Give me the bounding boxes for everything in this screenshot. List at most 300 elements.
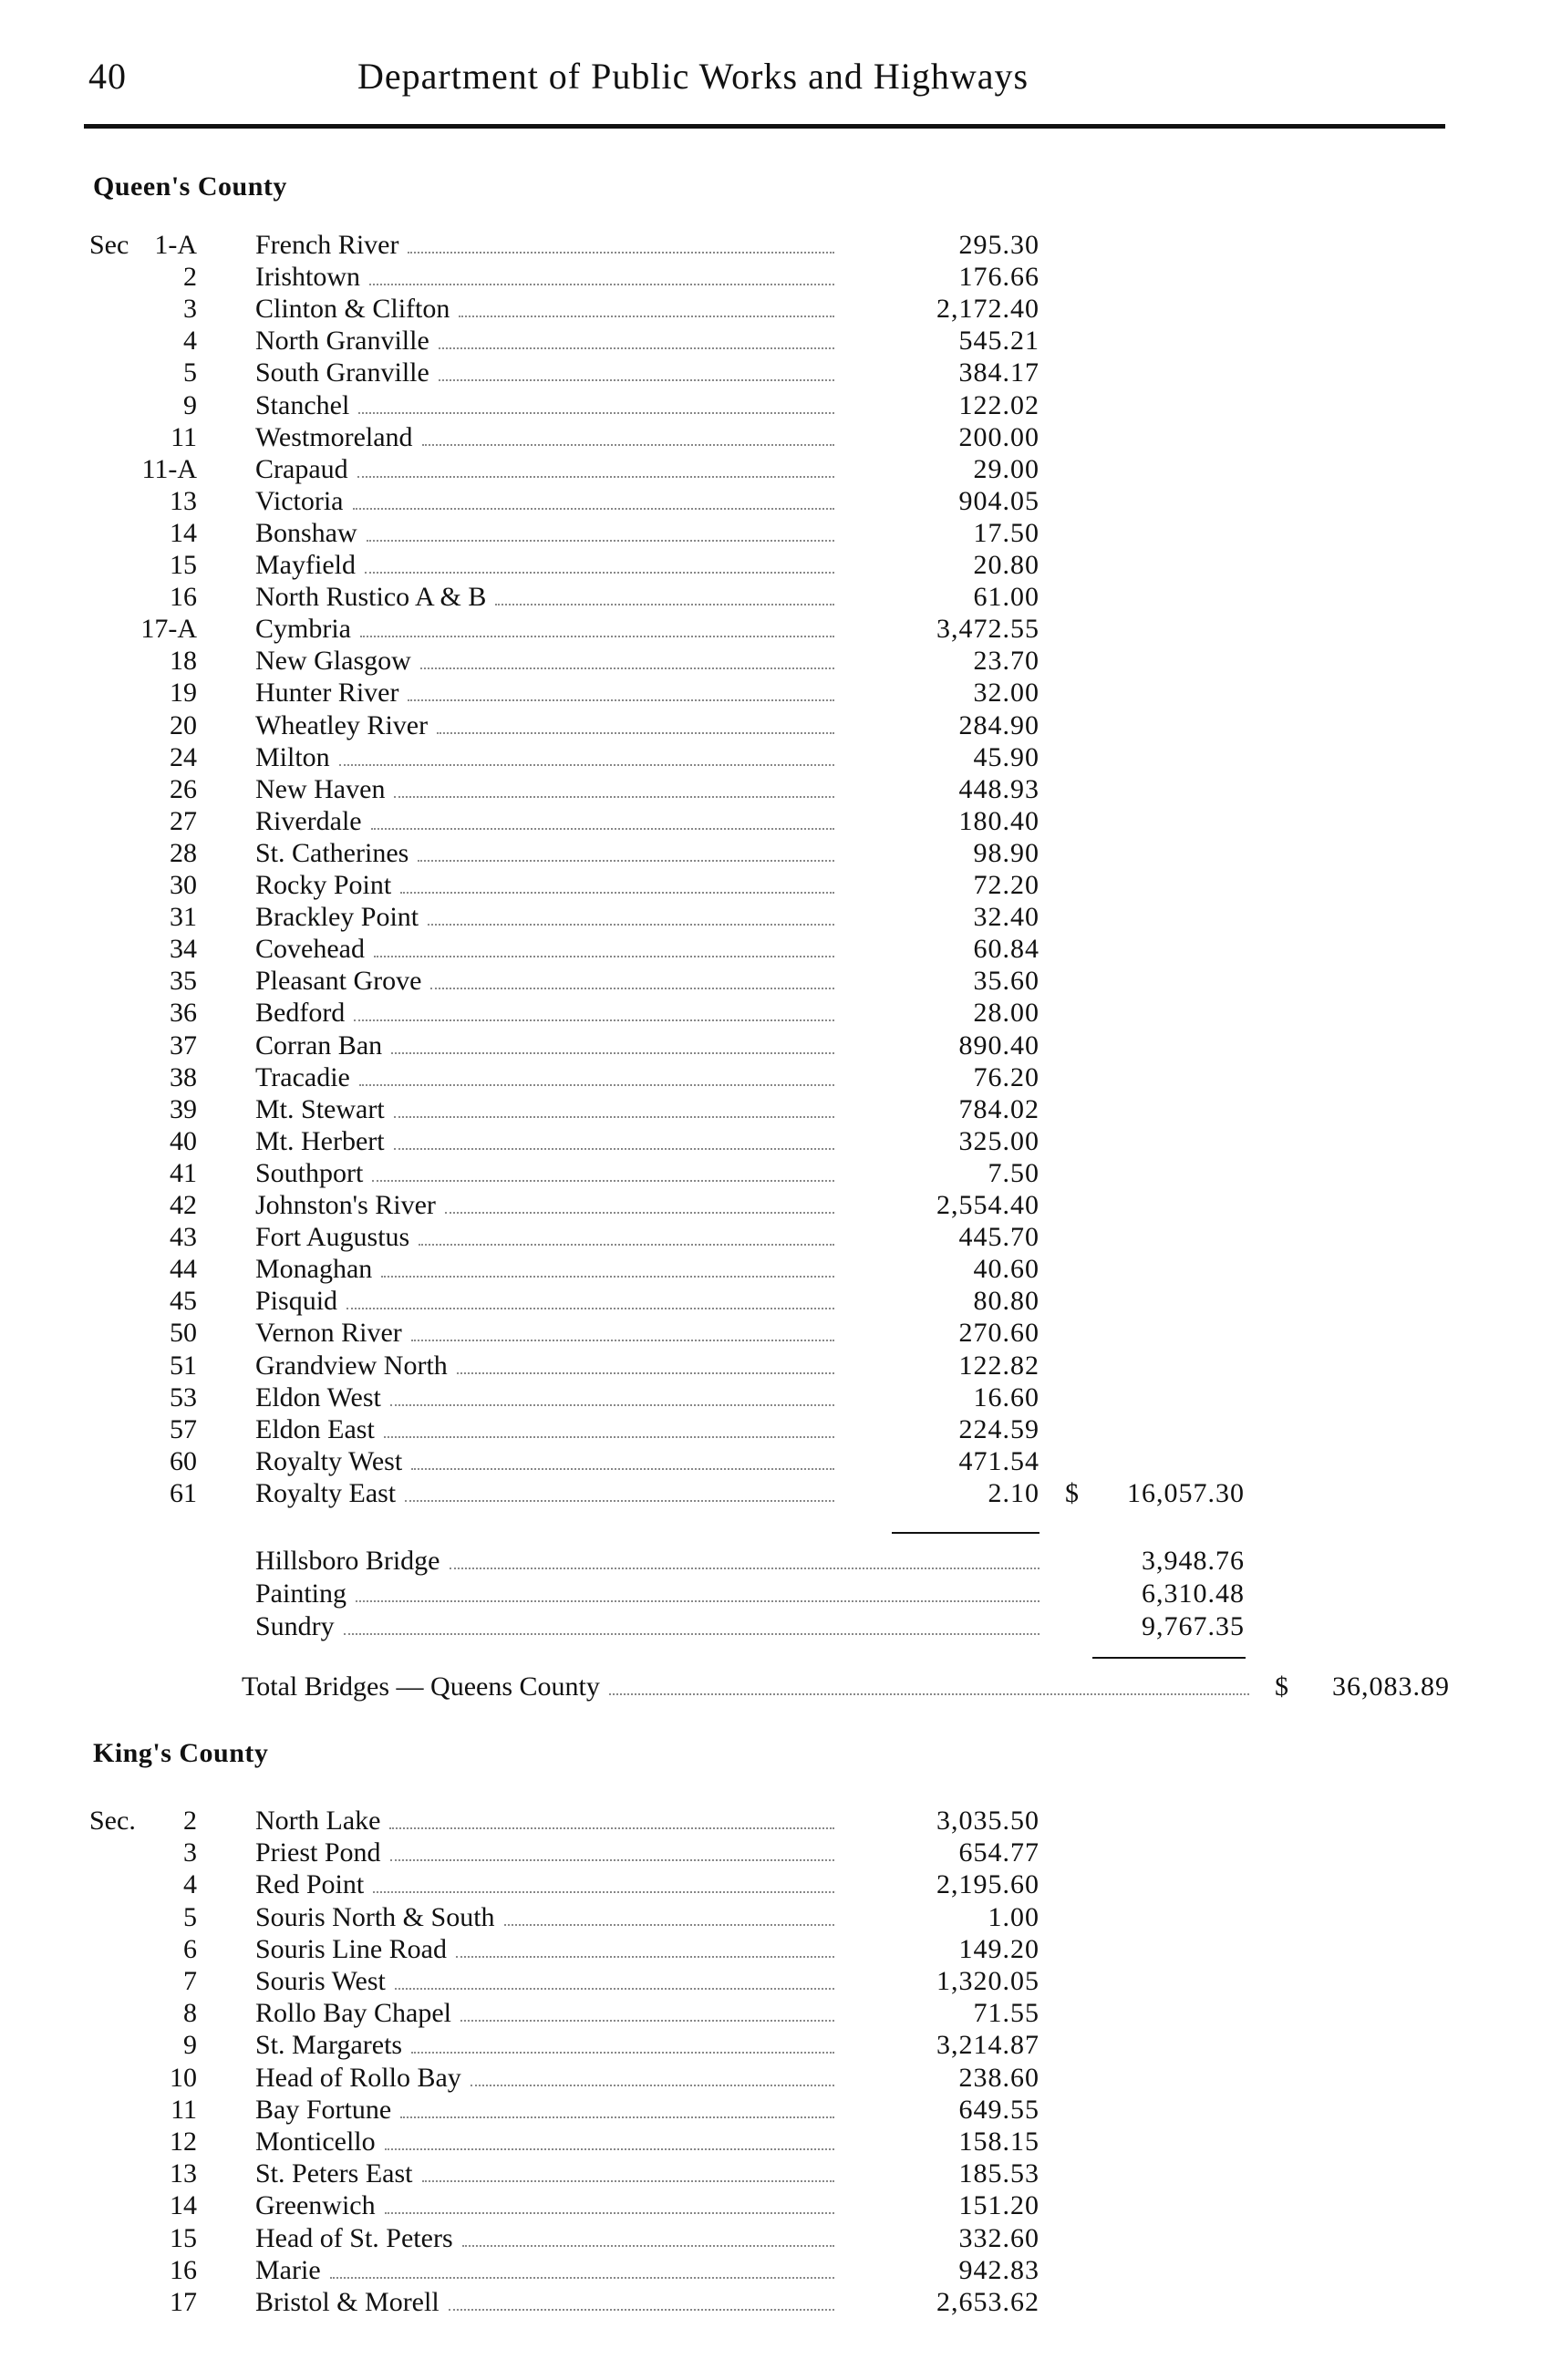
amount: 3,035.50 bbox=[936, 1806, 1039, 1836]
leader-dots bbox=[357, 454, 834, 478]
leader-dots bbox=[394, 1094, 834, 1118]
amount: 122.82 bbox=[958, 1350, 1039, 1381]
amount: 942.83 bbox=[958, 2254, 1039, 2285]
leader-dots bbox=[439, 326, 834, 349]
section-number: 30 bbox=[170, 870, 197, 900]
table-row bbox=[0, 998, 1541, 1029]
amount: 122.02 bbox=[958, 389, 1039, 420]
leader-dots bbox=[394, 1126, 834, 1150]
table-row bbox=[0, 838, 1541, 869]
amount: 61.00 bbox=[973, 582, 1039, 613]
table-row bbox=[0, 390, 1541, 421]
amount: 295.30 bbox=[958, 230, 1039, 260]
leader-dots bbox=[439, 357, 834, 381]
bridge-name: North Rustico A & B bbox=[255, 582, 487, 613]
amount: 270.60 bbox=[958, 1318, 1039, 1349]
section-number: 8 bbox=[183, 1998, 197, 2029]
amount: 2,653.62 bbox=[936, 2287, 1039, 2317]
bridge-name: Southport bbox=[255, 1157, 364, 1188]
leader-dots bbox=[389, 1806, 834, 1829]
leader-dots bbox=[353, 486, 834, 510]
section-number: 44 bbox=[170, 1254, 197, 1285]
extra-row bbox=[0, 1611, 1541, 1642]
table-row bbox=[0, 710, 1541, 741]
bridge-name: Bay Fortune bbox=[255, 2094, 392, 2125]
bridge-name: Mt. Stewart bbox=[255, 1093, 385, 1124]
queens-county-heading: Queen's County bbox=[93, 171, 287, 202]
section-number: 1-A bbox=[154, 230, 197, 260]
amount: 40.60 bbox=[973, 1254, 1039, 1285]
table-row bbox=[0, 870, 1541, 901]
bridge-name: Johnston's River bbox=[255, 1190, 436, 1220]
amount: 3,472.55 bbox=[936, 614, 1039, 645]
leader-dots bbox=[372, 1158, 834, 1182]
leader-dots bbox=[369, 262, 834, 285]
section-number: 5 bbox=[183, 1901, 197, 1932]
table-row bbox=[0, 1254, 1541, 1285]
amount: 448.93 bbox=[958, 773, 1039, 804]
bridge-name: Pisquid bbox=[255, 1286, 338, 1317]
bridge-name: Clinton & Clifton bbox=[255, 294, 450, 325]
leader-dots bbox=[385, 2190, 834, 2214]
amount: 80.80 bbox=[973, 1286, 1039, 1317]
bridge-name: Cymbria bbox=[255, 614, 351, 645]
leader-dots bbox=[339, 742, 834, 766]
leader-dots bbox=[437, 710, 834, 734]
section-number: 9 bbox=[183, 389, 197, 420]
table-row bbox=[0, 2063, 1541, 2094]
section-number: 35 bbox=[170, 966, 197, 997]
bridge-name: Mt. Herbert bbox=[255, 1125, 385, 1156]
bridge-name: Covehead bbox=[255, 934, 365, 965]
header-rule bbox=[84, 124, 1445, 129]
table-row bbox=[0, 1286, 1541, 1317]
table-row bbox=[0, 1062, 1541, 1093]
amount: 238.60 bbox=[958, 2062, 1039, 2093]
leader-dots bbox=[367, 518, 834, 542]
bridge-name: Irishtown bbox=[255, 262, 360, 293]
leader-dots bbox=[384, 1414, 834, 1438]
extra-amount: 6,310.48 bbox=[1142, 1578, 1245, 1609]
section-number: 51 bbox=[170, 1350, 197, 1381]
leader-dots bbox=[411, 1318, 834, 1341]
leader-dots bbox=[449, 2287, 834, 2311]
section-number: 11 bbox=[171, 2094, 197, 2125]
amount: 176.66 bbox=[958, 262, 1039, 293]
amount: 45.90 bbox=[973, 741, 1039, 772]
extra-name: Painting bbox=[255, 1578, 347, 1609]
table-row bbox=[0, 2126, 1541, 2158]
table-row bbox=[0, 774, 1541, 805]
section-number: 31 bbox=[170, 902, 197, 933]
amount: 384.17 bbox=[958, 357, 1039, 388]
section-number: 14 bbox=[170, 517, 197, 548]
page-title: Department of Public Works and Highways bbox=[357, 56, 1029, 97]
bridge-name: Pleasant Grove bbox=[255, 966, 422, 997]
section-number: 57 bbox=[170, 1413, 197, 1444]
amount: 1,320.05 bbox=[936, 1966, 1039, 1996]
page-header bbox=[0, 55, 1541, 109]
amount: 784.02 bbox=[958, 1093, 1039, 1124]
bridge-name: Tracadie bbox=[255, 1061, 350, 1092]
amount: 158.15 bbox=[958, 2126, 1039, 2157]
section-number: 40 bbox=[170, 1125, 197, 1156]
leader-dots bbox=[422, 422, 834, 446]
bridge-name: St. Margarets bbox=[255, 2030, 403, 2061]
subtotal-rule bbox=[892, 1532, 1039, 1534]
section-number: 39 bbox=[170, 1093, 197, 1124]
section-number: 11 bbox=[171, 421, 197, 452]
kings-county-heading: King's County bbox=[93, 1738, 269, 1768]
bridge-name: South Granville bbox=[255, 357, 429, 388]
section-number: 9 bbox=[183, 2030, 197, 2061]
bridge-name: St. Catherines bbox=[255, 837, 409, 868]
section-number: 17 bbox=[170, 2287, 197, 2317]
amount: 890.40 bbox=[958, 1030, 1039, 1061]
bridge-name: Rocky Point bbox=[255, 870, 392, 900]
amount: 284.90 bbox=[958, 709, 1039, 740]
section-number: 19 bbox=[170, 678, 197, 709]
table-row bbox=[0, 646, 1541, 677]
amount: 2,195.60 bbox=[936, 1869, 1039, 1900]
table-row bbox=[0, 806, 1541, 837]
bridge-name: Brackley Point bbox=[255, 902, 419, 933]
section-number: 11-A bbox=[141, 453, 197, 484]
leader-dots bbox=[428, 902, 834, 926]
section-number: 37 bbox=[170, 1030, 197, 1061]
table-row bbox=[0, 1934, 1541, 1965]
bridge-name: Red Point bbox=[255, 1869, 365, 1900]
bridge-name: North Granville bbox=[255, 326, 429, 357]
leader-dots bbox=[391, 1030, 834, 1054]
total-amount: 36,083.89 bbox=[1332, 1671, 1450, 1702]
bridge-name: Vernon River bbox=[255, 1318, 402, 1349]
amount: 32.40 bbox=[973, 902, 1039, 933]
subtotal-row bbox=[0, 1478, 1541, 1509]
leader-dots bbox=[408, 678, 834, 701]
leader-dots bbox=[450, 1546, 1039, 1569]
amount: 471.54 bbox=[958, 1445, 1039, 1476]
leader-dots bbox=[495, 582, 834, 605]
amount: 200.00 bbox=[958, 421, 1039, 452]
section-number: 4 bbox=[183, 326, 197, 357]
table-row bbox=[0, 1222, 1541, 1253]
bridge-name: Bonshaw bbox=[255, 517, 357, 548]
bridge-name: Rollo Bay Chapel bbox=[255, 1998, 451, 2029]
section-number: 7 bbox=[183, 1966, 197, 1996]
leader-dots bbox=[419, 1222, 834, 1246]
leader-dots bbox=[374, 934, 834, 957]
table-row bbox=[0, 1902, 1541, 1933]
table-row bbox=[0, 742, 1541, 773]
amount: 20.80 bbox=[973, 550, 1039, 580]
leader-dots bbox=[354, 998, 834, 1021]
amount: 180.40 bbox=[958, 805, 1039, 836]
leader-dots bbox=[445, 1190, 834, 1214]
bridge-name: Royalty East bbox=[255, 1477, 397, 1508]
section-number: 18 bbox=[170, 646, 197, 677]
table-row bbox=[0, 486, 1541, 517]
amount: 32.00 bbox=[973, 678, 1039, 709]
bridge-name: Stanchel bbox=[255, 389, 350, 420]
amount: 151.20 bbox=[958, 2190, 1039, 2221]
amount: 325.00 bbox=[958, 1125, 1039, 1156]
table-row bbox=[0, 1094, 1541, 1125]
leader-dots bbox=[365, 550, 834, 574]
amount: 545.21 bbox=[958, 326, 1039, 357]
leader-dots bbox=[385, 2126, 834, 2150]
bridge-name: Riverdale bbox=[255, 805, 362, 836]
table-row bbox=[0, 2223, 1541, 2254]
table-row bbox=[0, 966, 1541, 997]
amount: 17.50 bbox=[973, 517, 1039, 548]
section-number: 45 bbox=[170, 1286, 197, 1317]
table-row bbox=[0, 422, 1541, 453]
leader-dots bbox=[346, 1286, 834, 1309]
total-row bbox=[0, 1671, 1541, 1702]
table-row bbox=[0, 678, 1541, 709]
table-row bbox=[0, 1158, 1541, 1189]
table-row bbox=[0, 934, 1541, 965]
section-number: 36 bbox=[170, 998, 197, 1029]
bridge-name: Mayfield bbox=[255, 550, 356, 580]
leader-dots bbox=[411, 2030, 834, 2054]
section-number: 2 bbox=[183, 262, 197, 293]
amount: 185.53 bbox=[958, 2158, 1039, 2189]
amount: 2,554.40 bbox=[936, 1190, 1039, 1220]
bridge-name: Corran Ban bbox=[255, 1030, 383, 1061]
table-row bbox=[0, 262, 1541, 293]
section-number: 43 bbox=[170, 1222, 197, 1253]
bridge-name: Marie bbox=[255, 2254, 321, 2285]
table-row bbox=[0, 1350, 1541, 1381]
table-row bbox=[0, 2095, 1541, 2126]
table-row bbox=[0, 2030, 1541, 2061]
bridge-name: French River bbox=[255, 230, 399, 260]
amount: 60.84 bbox=[973, 934, 1039, 965]
section-number: 24 bbox=[170, 741, 197, 772]
table-row bbox=[0, 2287, 1541, 2318]
bridge-name: Souris West bbox=[255, 1966, 386, 1996]
bridge-name: Eldon West bbox=[255, 1381, 381, 1412]
page-number: 40 bbox=[88, 56, 127, 97]
leader-dots bbox=[400, 2095, 834, 2118]
extra-row bbox=[0, 1546, 1541, 1577]
section-number: 15 bbox=[170, 550, 197, 580]
bridge-name: New Glasgow bbox=[255, 646, 411, 677]
leader-dots bbox=[462, 2223, 834, 2247]
section-number: 50 bbox=[170, 1318, 197, 1349]
leader-dots bbox=[460, 1998, 834, 2022]
amount: 23.70 bbox=[973, 646, 1039, 677]
amount: 7.50 bbox=[988, 1157, 1039, 1188]
extra-amount: 9,767.35 bbox=[1142, 1611, 1245, 1641]
table-row bbox=[0, 1318, 1541, 1349]
bridge-name: Bristol & Morell bbox=[255, 2287, 440, 2317]
bridge-name: Grandview North bbox=[255, 1350, 448, 1381]
section-prefix: Sec. bbox=[89, 1806, 136, 1836]
table-row bbox=[0, 1837, 1541, 1868]
table-row bbox=[0, 294, 1541, 325]
table-row bbox=[0, 1414, 1541, 1445]
bridge-name: Wheatley River bbox=[255, 709, 429, 740]
table-row bbox=[0, 1126, 1541, 1157]
bridge-name: Monaghan bbox=[255, 1254, 373, 1285]
table-row bbox=[0, 1966, 1541, 1997]
section-number: 12 bbox=[170, 2126, 197, 2157]
leader-dots bbox=[457, 1350, 834, 1374]
amount: 35.60 bbox=[973, 966, 1039, 997]
leader-dots bbox=[408, 230, 834, 254]
leader-dots bbox=[411, 1446, 834, 1470]
bridge-name: Hunter River bbox=[255, 678, 399, 709]
bridge-name: North Lake bbox=[255, 1806, 381, 1836]
bridge-name: Westmoreland bbox=[255, 421, 413, 452]
section-number: 26 bbox=[170, 773, 197, 804]
table-row bbox=[0, 614, 1541, 645]
amount: 72.20 bbox=[973, 870, 1039, 900]
leader-dots bbox=[390, 1382, 834, 1406]
amount: 224.59 bbox=[958, 1413, 1039, 1444]
bridge-name: Head of St. Peters bbox=[255, 2222, 453, 2253]
section-number: 42 bbox=[170, 1190, 197, 1220]
amount: 2.10 bbox=[988, 1477, 1039, 1508]
section-prefix: Sec bbox=[89, 230, 129, 260]
total-label: Total Bridges — Queens County bbox=[242, 1671, 600, 1702]
amount: 28.00 bbox=[973, 998, 1039, 1029]
leader-dots bbox=[358, 390, 834, 414]
table-row bbox=[0, 2255, 1541, 2286]
amount: 149.20 bbox=[958, 1933, 1039, 1964]
bridge-name: New Haven bbox=[255, 773, 386, 804]
table-row bbox=[0, 518, 1541, 549]
amount: 904.05 bbox=[958, 485, 1039, 516]
bridge-name: Crapaud bbox=[255, 453, 348, 484]
table-row bbox=[0, 550, 1541, 581]
amount: 16.60 bbox=[973, 1381, 1039, 1412]
leader-dots bbox=[330, 2255, 834, 2279]
section-number: 60 bbox=[170, 1445, 197, 1476]
leader-dots bbox=[609, 1671, 1249, 1695]
table-row bbox=[0, 1382, 1541, 1413]
section-number: 28 bbox=[170, 837, 197, 868]
amount: 649.55 bbox=[958, 2094, 1039, 2125]
leader-dots bbox=[471, 2063, 834, 2086]
section-number: 2 bbox=[183, 1806, 197, 1836]
bridge-name: Eldon East bbox=[255, 1413, 375, 1444]
leader-dots bbox=[459, 294, 834, 317]
leader-dots bbox=[344, 1611, 1039, 1635]
section-number: 14 bbox=[170, 2190, 197, 2221]
bridge-name: Fort Augustus bbox=[255, 1222, 410, 1253]
section-number: 10 bbox=[170, 2062, 197, 2093]
table-row bbox=[0, 1806, 1541, 1837]
amount: 71.55 bbox=[973, 1998, 1039, 2029]
bridge-name: St. Peters East bbox=[255, 2158, 413, 2189]
table-row bbox=[0, 1030, 1541, 1061]
extra-name: Sundry bbox=[255, 1611, 335, 1641]
extras-rule bbox=[1092, 1657, 1246, 1659]
section-number: 3 bbox=[183, 1837, 197, 1868]
bridge-name: Head of Rollo Bay bbox=[255, 2062, 461, 2093]
section-number: 13 bbox=[170, 2158, 197, 2189]
bridge-name: Victoria bbox=[255, 485, 344, 516]
bridge-name: Greenwich bbox=[255, 2190, 376, 2221]
amount: 654.77 bbox=[958, 1837, 1039, 1868]
section-number: 4 bbox=[183, 1869, 197, 1900]
bridge-name: Souris North & South bbox=[255, 1901, 495, 1932]
dollar-sign: $ bbox=[1275, 1671, 1288, 1702]
bridge-name: Royalty West bbox=[255, 1445, 403, 1476]
table-row bbox=[0, 357, 1541, 388]
leader-dots bbox=[504, 1902, 834, 1926]
amount: 98.90 bbox=[973, 837, 1039, 868]
amount: 29.00 bbox=[973, 453, 1039, 484]
leader-dots bbox=[359, 1062, 834, 1086]
leader-dots bbox=[422, 2158, 834, 2182]
table-row bbox=[0, 1446, 1541, 1477]
section-number: 41 bbox=[170, 1157, 197, 1188]
amount: 3,214.87 bbox=[936, 2030, 1039, 2061]
amount: 2,172.40 bbox=[936, 294, 1039, 325]
section-number: 16 bbox=[170, 2254, 197, 2285]
dollar-sign: $ bbox=[1065, 1477, 1079, 1508]
section-number: 53 bbox=[170, 1381, 197, 1412]
table-row bbox=[0, 230, 1541, 261]
subtotal-amount: 16,057.30 bbox=[1127, 1477, 1245, 1508]
leader-dots bbox=[395, 1966, 834, 1990]
amount: 1.00 bbox=[988, 1901, 1039, 1932]
section-number: 6 bbox=[183, 1933, 197, 1964]
leader-dots bbox=[373, 1869, 834, 1893]
table-row bbox=[0, 582, 1541, 613]
section-number: 20 bbox=[170, 709, 197, 740]
table-row bbox=[0, 326, 1541, 357]
section-number: 13 bbox=[170, 485, 197, 516]
amount: 445.70 bbox=[958, 1222, 1039, 1253]
section-number: 34 bbox=[170, 934, 197, 965]
table-row bbox=[0, 1869, 1541, 1900]
table-row bbox=[0, 2158, 1541, 2189]
amount: 76.20 bbox=[973, 1061, 1039, 1092]
table-row bbox=[0, 1190, 1541, 1221]
leader-dots bbox=[381, 1254, 834, 1278]
table-row bbox=[0, 454, 1541, 485]
table-row bbox=[0, 2190, 1541, 2221]
extra-row bbox=[0, 1578, 1541, 1609]
section-number: 17-A bbox=[140, 614, 197, 645]
amount: 332.60 bbox=[958, 2222, 1039, 2253]
leader-dots bbox=[371, 806, 834, 830]
section-number: 16 bbox=[170, 582, 197, 613]
section-number: 5 bbox=[183, 357, 197, 388]
section-number: 38 bbox=[170, 1061, 197, 1092]
extra-amount: 3,948.76 bbox=[1142, 1546, 1245, 1576]
leader-dots bbox=[400, 870, 834, 894]
bridge-name: Monticello bbox=[255, 2126, 376, 2157]
leader-dots bbox=[430, 966, 834, 989]
leader-dots bbox=[356, 1578, 1039, 1602]
leader-dots bbox=[394, 774, 834, 798]
bridge-name: Souris Line Road bbox=[255, 1933, 447, 1964]
section-number: 61 bbox=[170, 1477, 197, 1508]
table-row bbox=[0, 902, 1541, 933]
section-number: 3 bbox=[183, 294, 197, 325]
section-number: 27 bbox=[170, 805, 197, 836]
leader-dots bbox=[420, 646, 834, 669]
leader-dots bbox=[456, 1934, 834, 1958]
leader-dots bbox=[418, 838, 834, 862]
